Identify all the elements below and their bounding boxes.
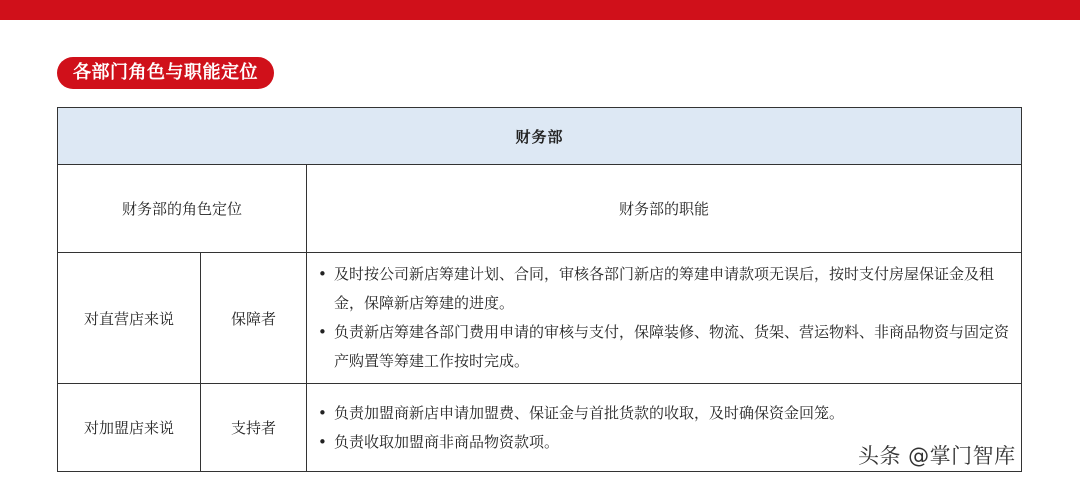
duty-column-header: 财务部的职能 bbox=[307, 165, 1022, 253]
table-row bbox=[58, 253, 1022, 384]
section-title: 各部门角色与职能定位 bbox=[57, 57, 274, 89]
row-role: 保障者 bbox=[201, 253, 307, 384]
duty-item: • 负责加盟商新店申请加盟费、保证金与首批货款的收取，及时确保资金回笼。 bbox=[318, 399, 1010, 428]
row-duties bbox=[307, 253, 1022, 384]
row-role: 支持者 bbox=[201, 384, 307, 472]
finance-duty-table bbox=[57, 107, 1022, 472]
row-target: 对加盟店来说 bbox=[58, 384, 201, 472]
duty-item: • 及时按公司新店筹建计划、合同，审核各部门新店的筹建申请款项无误后，按时支付房屋保证金及租金，保障新店筹建的进度。 bbox=[318, 260, 1010, 318]
table-title-row bbox=[58, 108, 1022, 165]
duty-item: • 负责新店筹建各部门费用申请的审核与支付，保障装修、物流、货架、营运物料、非商品物资与固定资产购置等筹建工作按时完成。 bbox=[318, 318, 1010, 376]
table-header-row bbox=[58, 165, 1022, 253]
top-accent-bar bbox=[0, 0, 1080, 20]
row-target: 对直营店来说 bbox=[58, 253, 201, 384]
table-title: 财务部 bbox=[58, 108, 1022, 165]
duty-item: • 负责收取加盟商非商品物资款项。 bbox=[318, 428, 1010, 457]
role-column-header: 财务部的角色定位 bbox=[58, 165, 307, 253]
watermark: 头条 @掌门智库 bbox=[858, 444, 1016, 468]
